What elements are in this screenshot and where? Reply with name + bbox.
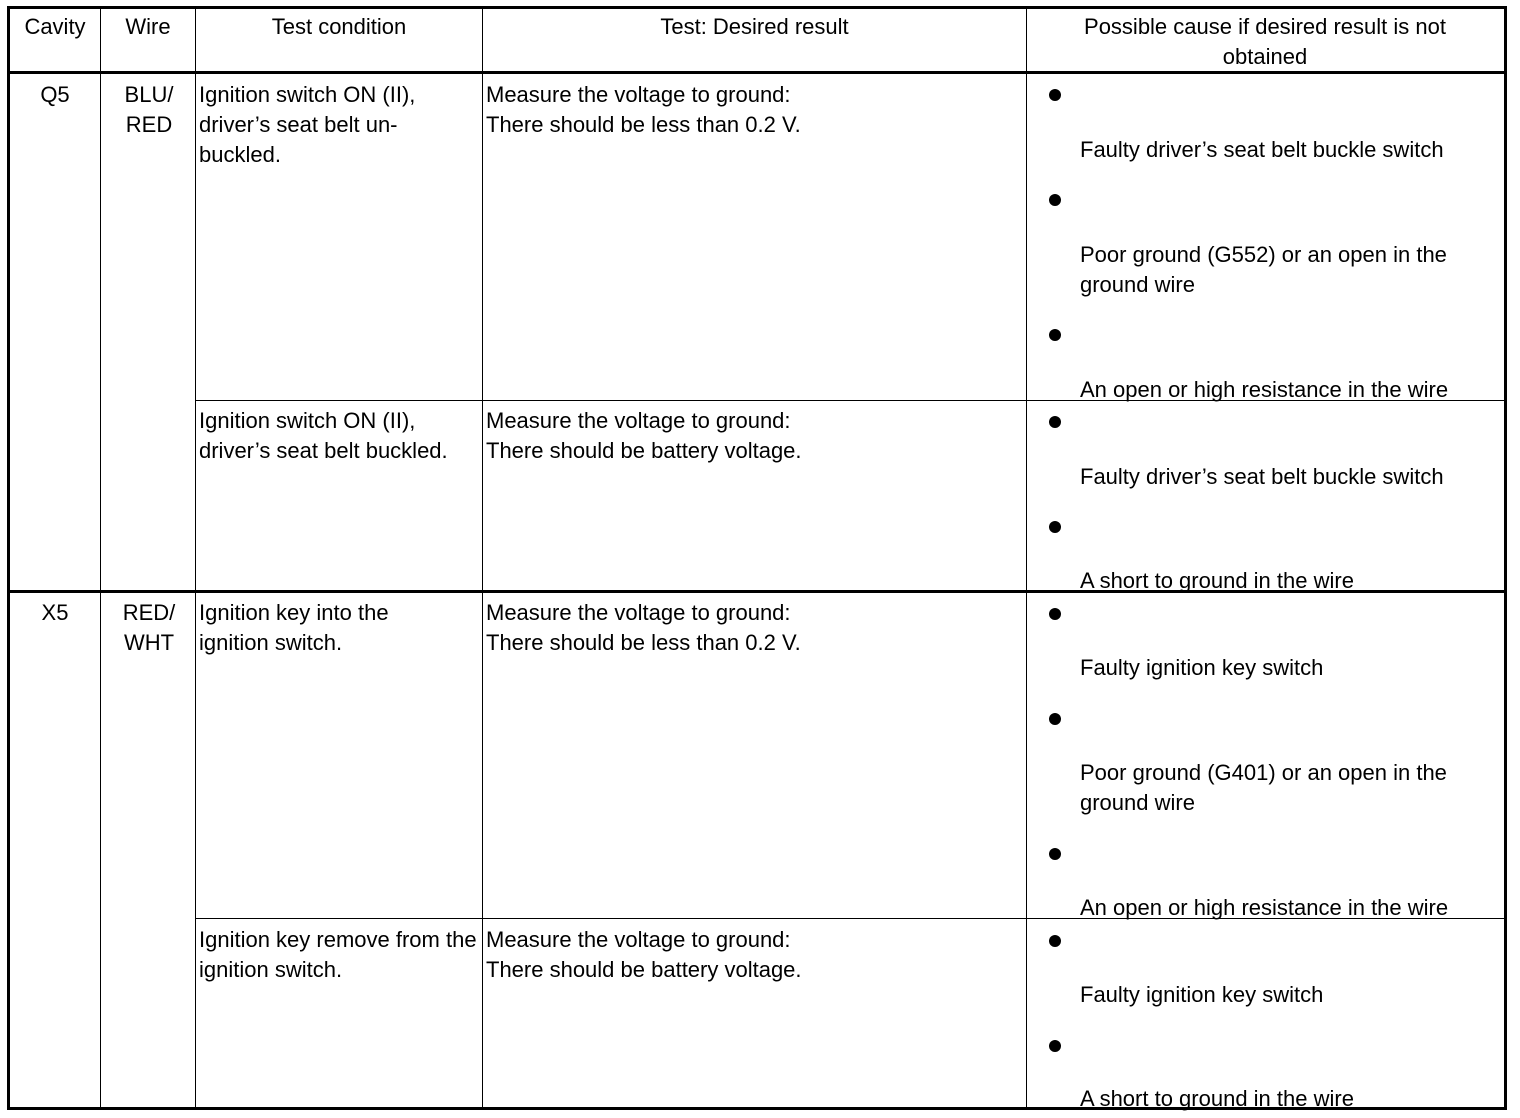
- test-condition-cell: Ignition key remove from the ignition switch.: [199, 927, 477, 982]
- header-possible-cause: Possible cause if desired result is not obtained: [1084, 14, 1446, 69]
- cause-item: Poor ground (G401) or an open in the ground wire: [1080, 760, 1447, 815]
- bullet-dot: [1049, 521, 1061, 533]
- desired-result-line: There should be battery voltage.: [486, 438, 802, 463]
- wire-cell: RED/ WHT: [122, 600, 176, 655]
- cause-item: An open or high resistance in the wire: [1080, 895, 1449, 920]
- bullet-dot: [1049, 935, 1061, 947]
- cause-item: Faulty driver’s seat belt buckle switch: [1080, 464, 1444, 489]
- cause-item: A short to ground in the wire: [1080, 568, 1354, 593]
- header-wire: Wire: [125, 14, 171, 39]
- bullet-dot: [1049, 608, 1061, 620]
- header-cavity: Cavity: [24, 14, 86, 39]
- test-condition-cell: Ignition switch ON (II), driver’s seat belt un-buckled.: [199, 82, 416, 167]
- bullet-dot: [1049, 416, 1061, 428]
- col-divider: [100, 9, 101, 1107]
- cause-item: An open or high resistance in the wire: [1080, 377, 1449, 402]
- cause-item: Faulty ignition key switch: [1080, 655, 1324, 680]
- bullet-dot: [1049, 194, 1061, 206]
- col-divider: [1026, 9, 1027, 1107]
- diagnostic-table: [7, 6, 1507, 1110]
- test-condition-cell: Ignition key into the ignition switch.: [199, 600, 389, 655]
- desired-result-line: There should be less than 0.2 V.: [486, 630, 801, 655]
- bullet-dot: [1049, 713, 1061, 725]
- header-desired-result: Test: Desired result: [660, 14, 849, 39]
- cavity-cell: Q5: [40, 82, 70, 107]
- cause-item: Poor ground (G552) or an open in the ground wire: [1080, 242, 1447, 297]
- cause-item: A short to ground in the wire: [1080, 1086, 1354, 1111]
- desired-result-line: There should be battery voltage.: [486, 957, 802, 982]
- col-divider: [482, 9, 483, 1107]
- wire-cell: BLU/ RED: [124, 82, 174, 137]
- desired-result-line: Measure the voltage to ground:: [486, 408, 791, 433]
- desired-result-line: Measure the voltage to ground:: [486, 600, 791, 625]
- desired-result-line: Measure the voltage to ground:: [486, 927, 791, 952]
- desired-result-line: There should be less than 0.2 V.: [486, 112, 801, 137]
- desired-result-line: Measure the voltage to ground:: [486, 82, 791, 107]
- bullet-dot: [1049, 89, 1061, 101]
- bullet-dot: [1049, 329, 1061, 341]
- cause-item: Faulty driver’s seat belt buckle switch: [1080, 137, 1444, 162]
- bullet-dot: [1049, 848, 1061, 860]
- col-divider: [195, 9, 196, 1107]
- cavity-cell: X5: [41, 600, 69, 625]
- test-condition-cell: Ignition switch ON (II), driver’s seat belt buckled.: [199, 408, 448, 463]
- bullet-dot: [1049, 1040, 1061, 1052]
- header-test-condition: Test condition: [271, 14, 407, 39]
- cause-item: Faulty ignition key switch: [1080, 982, 1324, 1007]
